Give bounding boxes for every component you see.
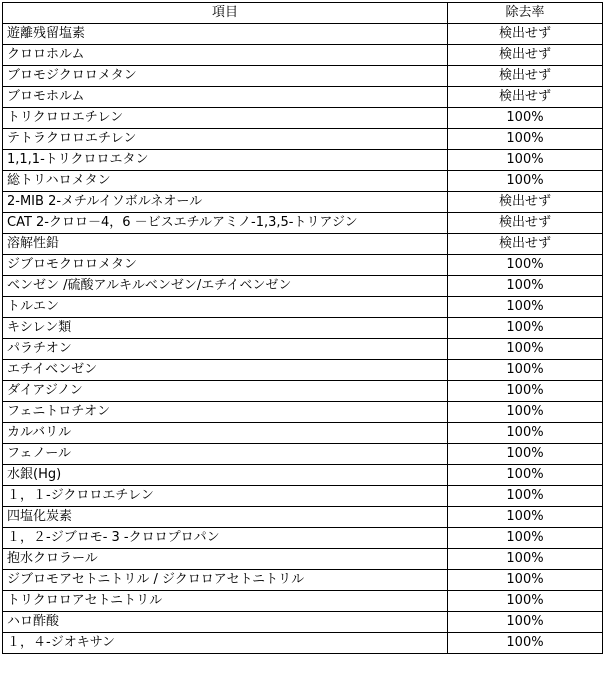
rate-cell: 検出せず	[448, 45, 603, 66]
table-row	[3, 129, 603, 150]
table-row	[3, 150, 603, 171]
item-cell: ダイアジノン	[3, 381, 448, 402]
table-row	[3, 486, 603, 507]
item-cell: ハロ酢酸	[3, 612, 448, 633]
rate-cell: 100%	[448, 171, 603, 192]
rate-cell: 100%	[448, 276, 603, 297]
rate-cell: 100%	[448, 465, 603, 486]
table-row	[3, 633, 603, 654]
item-cell: ベンゼン /硫酸アルキルベンゼン/エチイベンゼン	[3, 276, 448, 297]
rate-cell: 100%	[448, 297, 603, 318]
table-row	[3, 24, 603, 45]
item-cell: 溶解性鉛	[3, 234, 448, 255]
rate-cell: 100%	[448, 549, 603, 570]
rate-cell: 100%	[448, 570, 603, 591]
rate-cell: 100%	[448, 528, 603, 549]
item-cell: テトラクロロエチレン	[3, 129, 448, 150]
item-cell: CAT 2-クロロ－4，6 －ビスエチルアミノ-1,3,5-トリアジン	[3, 213, 448, 234]
item-cell: トリクロロアセトニトリル	[3, 591, 448, 612]
table-row	[3, 444, 603, 465]
rate-cell: 100%	[448, 633, 603, 654]
rate-cell: 100%	[448, 402, 603, 423]
table-row	[3, 465, 603, 486]
item-cell: キシレン類	[3, 318, 448, 339]
rate-cell: 100%	[448, 255, 603, 276]
table-row	[3, 234, 603, 255]
table-row	[3, 171, 603, 192]
rate-cell: 100%	[448, 318, 603, 339]
rate-cell: 100%	[448, 444, 603, 465]
item-cell: 2-MIB 2-メチルイソボルネオール	[3, 192, 448, 213]
table-row	[3, 339, 603, 360]
rate-cell: 100%	[448, 486, 603, 507]
rate-cell: 100%	[448, 129, 603, 150]
table-row	[3, 318, 603, 339]
item-cell: １，４-ジオキサン	[3, 633, 448, 654]
item-cell: 抱水クロラール	[3, 549, 448, 570]
table-row	[3, 549, 603, 570]
item-cell: ブロモホルム	[3, 87, 448, 108]
table-row	[3, 276, 603, 297]
rate-cell: 検出せず	[448, 24, 603, 45]
item-cell: トルエン	[3, 297, 448, 318]
rate-cell: 検出せず	[448, 213, 603, 234]
item-cell: トリクロロエチレン	[3, 108, 448, 129]
rate-cell: 100%	[448, 108, 603, 129]
rate-cell: 検出せず	[448, 192, 603, 213]
rate-cell: 100%	[448, 591, 603, 612]
rate-cell: 検出せず	[448, 87, 603, 108]
item-cell: カルバリル	[3, 423, 448, 444]
item-cell: １，１-ジクロロエチレン	[3, 486, 448, 507]
table-row	[3, 255, 603, 276]
table-row	[3, 423, 603, 444]
table-body	[3, 24, 603, 654]
rate-cell: 100%	[448, 360, 603, 381]
table-row	[3, 591, 603, 612]
column-header-rate: 除去率	[448, 3, 603, 24]
table-row	[3, 402, 603, 423]
table-row	[3, 66, 603, 87]
rate-cell: 100%	[448, 507, 603, 528]
table-row	[3, 297, 603, 318]
item-cell: パラチオン	[3, 339, 448, 360]
rate-cell: 100%	[448, 339, 603, 360]
table-row	[3, 612, 603, 633]
table-header-row	[3, 3, 603, 24]
item-cell: １，２-ジブロモ- 3 -クロロプロパン	[3, 528, 448, 549]
item-cell: 水銀(Hg)	[3, 465, 448, 486]
rate-cell: 検出せず	[448, 66, 603, 87]
item-cell: ブロモジクロロメタン	[3, 66, 448, 87]
table-row	[3, 87, 603, 108]
rate-cell: 100%	[448, 150, 603, 171]
item-cell: 総トリハロメタン	[3, 171, 448, 192]
rate-cell: 検出せず	[448, 234, 603, 255]
table-row	[3, 45, 603, 66]
item-cell: エチイベンゼン	[3, 360, 448, 381]
table-row	[3, 108, 603, 129]
item-cell: フェニトロチオン	[3, 402, 448, 423]
item-cell: クロロホルム	[3, 45, 448, 66]
table-row	[3, 192, 603, 213]
rate-cell: 100%	[448, 423, 603, 444]
table-row	[3, 360, 603, 381]
rate-cell: 100%	[448, 381, 603, 402]
table-row	[3, 507, 603, 528]
table-row	[3, 213, 603, 234]
column-header-item: 項目	[3, 3, 448, 24]
item-cell: 四塩化炭素	[3, 507, 448, 528]
rate-cell: 100%	[448, 612, 603, 633]
item-cell: ジブロモアセトニトリル / ジクロロアセトニトリル	[3, 570, 448, 591]
removal-rate-table	[2, 2, 603, 654]
item-cell: 1,1,1-トリクロロエタン	[3, 150, 448, 171]
item-cell: 遊離残留塩素	[3, 24, 448, 45]
table-row	[3, 528, 603, 549]
table-row	[3, 381, 603, 402]
item-cell: ジブロモクロロメタン	[3, 255, 448, 276]
item-cell: フェノール	[3, 444, 448, 465]
table-row	[3, 570, 603, 591]
